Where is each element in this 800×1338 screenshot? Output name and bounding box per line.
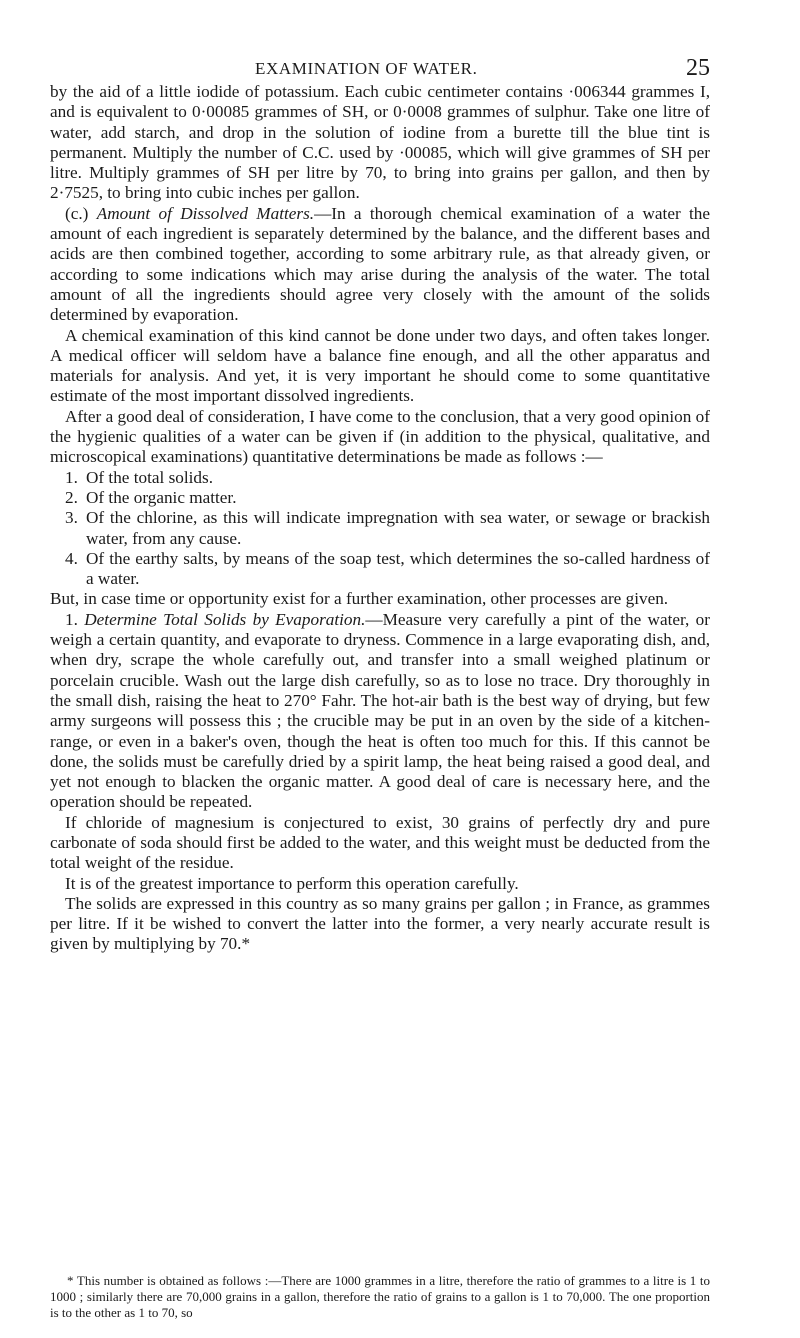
page-number: 25 — [686, 55, 710, 81]
list-text: Of the earthy salts, by means of the soap test, which determines the so-called hardness of a water. — [86, 548, 710, 589]
list-number: 4. — [65, 548, 78, 568]
paragraph-continuation: by the aid of a little iodide of potassium. Each cubic centimeter contains ·006344 grammes I, and is equivalent to 0·00085 grammes of SH, or 0·0008 grammes of sulphur. Take one litre of water, add starch, and drop in the solution of iodine from a burette till the blue tint is permanent. Multiply the number of C.C. used by ·00085, which will give grammes of SH per litre. Multiply grammes of SH per litre by 70, to bring into grains per gallon, and then by 2·7525, to bring into cubic inches per gallon. — [50, 82, 710, 203]
paragraph: It is of the greatest importance to perform this operation carefully. — [65, 873, 519, 893]
list-item — [50, 488, 710, 508]
list-number: 3. — [65, 508, 78, 528]
list-text: Of the chlorine, as this will indicate impregnation with sea water, or sewage or brackish water, from any cause. — [86, 508, 710, 548]
list-number: 1. — [65, 467, 78, 487]
list-text: Of the organic matter. — [86, 487, 237, 507]
running-head: EXAMINATION OF WATER. — [255, 59, 478, 78]
page-header — [255, 55, 710, 85]
paragraph-total-solids — [50, 610, 710, 813]
list-item — [50, 468, 710, 488]
paragraph: After a good deal of consideration, I have come to the conclusion, that a very good opinion of the hygienic qualities of a water can be given if (in addition to the physical, qualitative, and microscopical examinations) quantitative determinations be made as follows :— — [50, 406, 710, 467]
body-text — [50, 82, 710, 955]
section-text: —Measure very carefully a pint of the water, or weigh a certain quantity, and evaporate to dryness. Commence in a large evaporating dish, and, when dry, scrape the whole carefully out, and transfer into a small weighed platinum or porcelain crucible. Wash out the large dish carefully, so as to lose no trace. Dry thoroughly in the small dish, raising the heat to 270° Fahr. The hot-air bath is the best way of drying, but few army surgeons will possess this ; the crucible may be put in an oven by the side of a kitchen-range, or even in a baker's oven, though the heat is often too much for this. If this cannot be done, the solids must be carefully dried by a spirit lamp, the heat being raised a good deal, and yet not enough to blacken the organic matter. A good deal of care is necessary here, and the operation should be repeated. — [50, 609, 711, 812]
section-text: —In a thorough chemical examination of a water the amount of each ingredient is separately determined by the balance, and the different bases and acids are then combined together, according to some arbitrary rule, as that already given, or according to some indications which may arise during the analysis of the water. The total amount of all the ingredients should agree very closely with the amount of the solids determined by evaporation. — [50, 203, 710, 325]
footnote — [50, 1273, 710, 1322]
paragraph: If chloride of magnesium is conjectured to exist, 30 grains of perfectly dry and pure carbonate of soda should first be added to the water, and this weight must be deducted from the total weight of the residue. — [50, 812, 710, 873]
section-title: Determine Total Solids by Evaporation. — [84, 609, 366, 629]
section-label: 1. — [65, 609, 85, 629]
section-label: (c.) — [65, 203, 97, 223]
paragraph-dissolved-matters — [50, 204, 710, 326]
list-number: 2. — [65, 487, 78, 507]
list-item — [50, 549, 710, 590]
section-title: Amount of Dissolved Matters. — [96, 203, 315, 223]
paragraph: The solids are expressed in this country as so many grains per gallon ; in France, as grammes per litre. If it be wished to convert the latter into the former, a very nearly accurate result is given by multiplying by 70.* — [50, 893, 710, 954]
footnote-text: * This number is obtained as follows :—There are 1000 grammes in a litre, therefore the ratio of grammes to a litre is 1 to 1000 ; similarly there are 70,000 grains in a gallon, therefore the ratio of grains to a gallon is 1 to 70,000. The one proportion is to the other as 1 to 70, so — [50, 1273, 710, 1321]
list-item — [50, 508, 710, 549]
paragraph: But, in case time or opportunity exist for a further examination, other processes are given. — [50, 589, 669, 609]
paragraph: A chemical examination of this kind cannot be done under two days, and often takes longer. A medical officer will seldom have a balance fine enough, and all the other apparatus and materials for analysis. And yet, it is very important he should come to some quantitative estimate of the most important dissolved ingredients. — [50, 325, 710, 406]
list-text: Of the total solids. — [86, 467, 213, 487]
